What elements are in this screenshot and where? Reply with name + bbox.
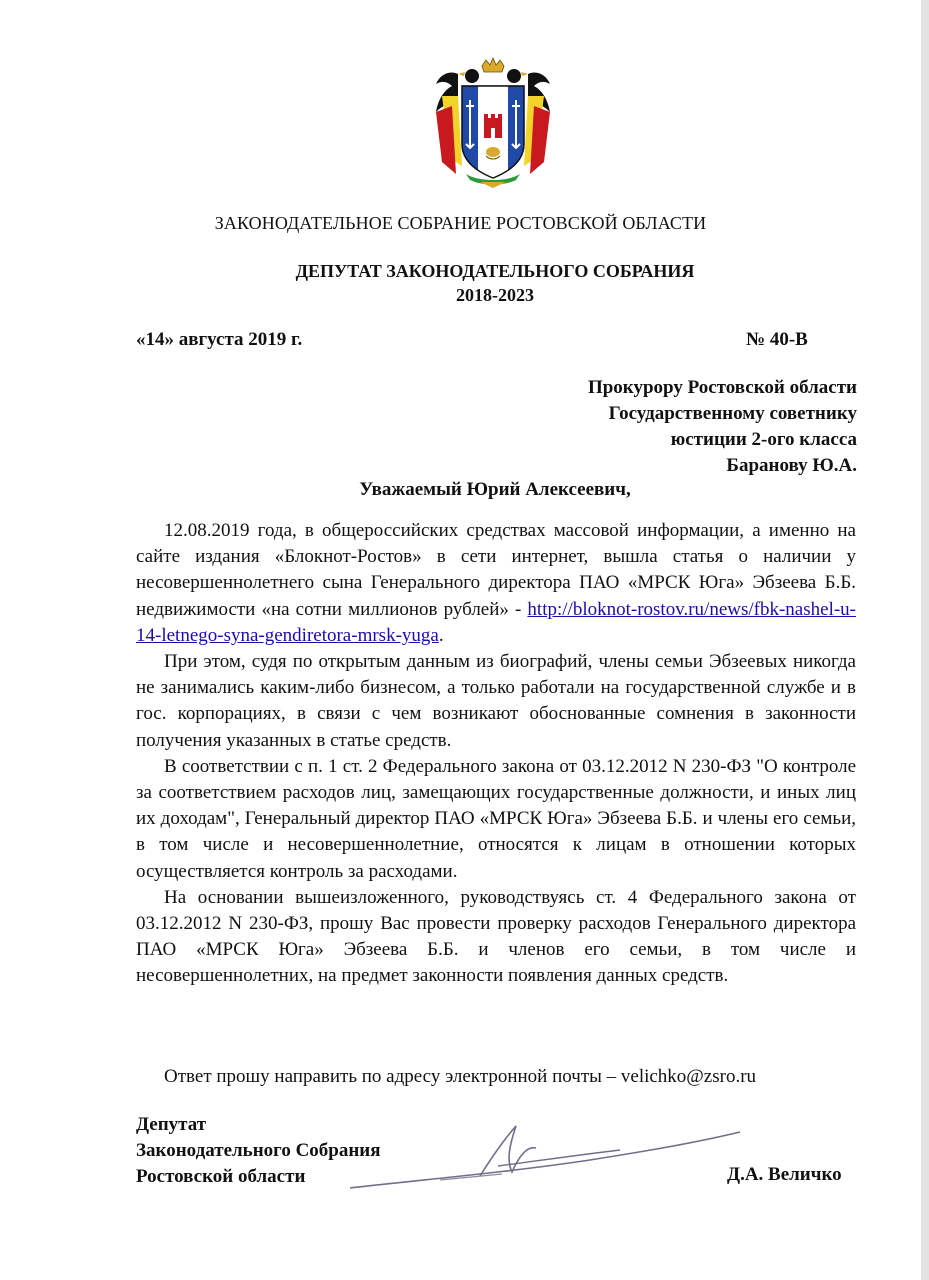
addressee-block	[588, 375, 857, 479]
organization-name: ЗАКОНОДАТЕЛЬНОЕ СОБРАНИЕ РОСТОВСКОЙ ОБЛАСТИ	[214, 213, 707, 233]
signatory-name: Д.А. Величко	[727, 1164, 842, 1185]
letter-date: «14» августа 2019 г.	[136, 329, 303, 350]
handwritten-signature	[330, 1120, 750, 1200]
signatory-line: Ростовской области	[136, 1166, 306, 1187]
deputy-title	[0, 259, 929, 307]
paragraph-end: .	[438, 624, 444, 646]
paragraph: При этом, судя по открытым данным из биографий, члены семьи Эбзеевых никогда не занимались каким-либо бизнесом, а только работали на государственной службе и в гос. корпорациях, в связи с чем возникают обоснованные сомнения в законности получения указанных в статье средств.	[136, 651, 856, 751]
signatory-line: Законодательного Собрания	[136, 1140, 381, 1161]
addressee-line: Государственному советнику	[608, 403, 857, 424]
deputy-term: 2018-2023	[456, 285, 534, 305]
addressee-line: юстиции 2-ого класса	[670, 429, 857, 450]
signatory-line: Депутат	[136, 1114, 207, 1135]
greeting: Уважаемый Юрий Алексеевич,	[359, 479, 631, 500]
paragraph: На основании вышеизложенного, руководствуясь ст. 4 Федерального закона от 03.12.2012 N 230-ФЗ, прошу Вас провести проверку расходов Генерального директора ПАО «МРСК Юга» Эбзеева Б.Б. и членов его семьи, в том числе и несовершеннолетних, на предмет законности появления данных средств.	[136, 886, 856, 987]
paragraph-text: 12.08.2019 года, в общероссийских средствах массовой информации, а именно на сайте издания «Блокнот-Ростов» в сети интернет, вышла статья о наличии у несовершеннолетнего сына Генерального директора ПАО «МРСК Юга» Эбзеева Б.Б. недвижимости «на сотни миллионов рублей» -	[136, 520, 856, 620]
paragraph: В соответствии с п. 1 ст. 2 Федерального закона от 03.12.2012 N 230-ФЗ "О контроле за соответствием расходов лиц, замещающих государственные должности, и иных лиц их доходам", Генеральный директор ПАО «МРСК Юга» Эбзеева Б.Б. и члены его семьи, в том числе и несовершеннолетние, относятся к лицам в отношении которых осуществляется контроль за расходами.	[136, 755, 856, 882]
page-edge	[921, 0, 929, 1280]
letter-number: № 40-В	[746, 329, 808, 350]
paragraph	[136, 518, 856, 649]
addressee-line: Прокурору Ростовской области	[587, 377, 857, 398]
deputy-title-line: ДЕПУТАТ ЗАКОНОДАТЕЛЬНОГО СОБРАНИЯ	[295, 261, 695, 281]
coat-of-arms-icon	[428, 56, 558, 188]
letter-body	[136, 518, 856, 990]
article-link[interactable]: http://bloknot-rostov.ru/news/fbk-nashel-u-14-letnego-syna-gendiretora-mrsk-yuga	[136, 598, 856, 646]
reply-request: Ответ прошу направить по адресу электронной почты – velichko@zsro.ru	[164, 1066, 757, 1087]
addressee-line: Баранову Ю.А.	[726, 455, 857, 476]
